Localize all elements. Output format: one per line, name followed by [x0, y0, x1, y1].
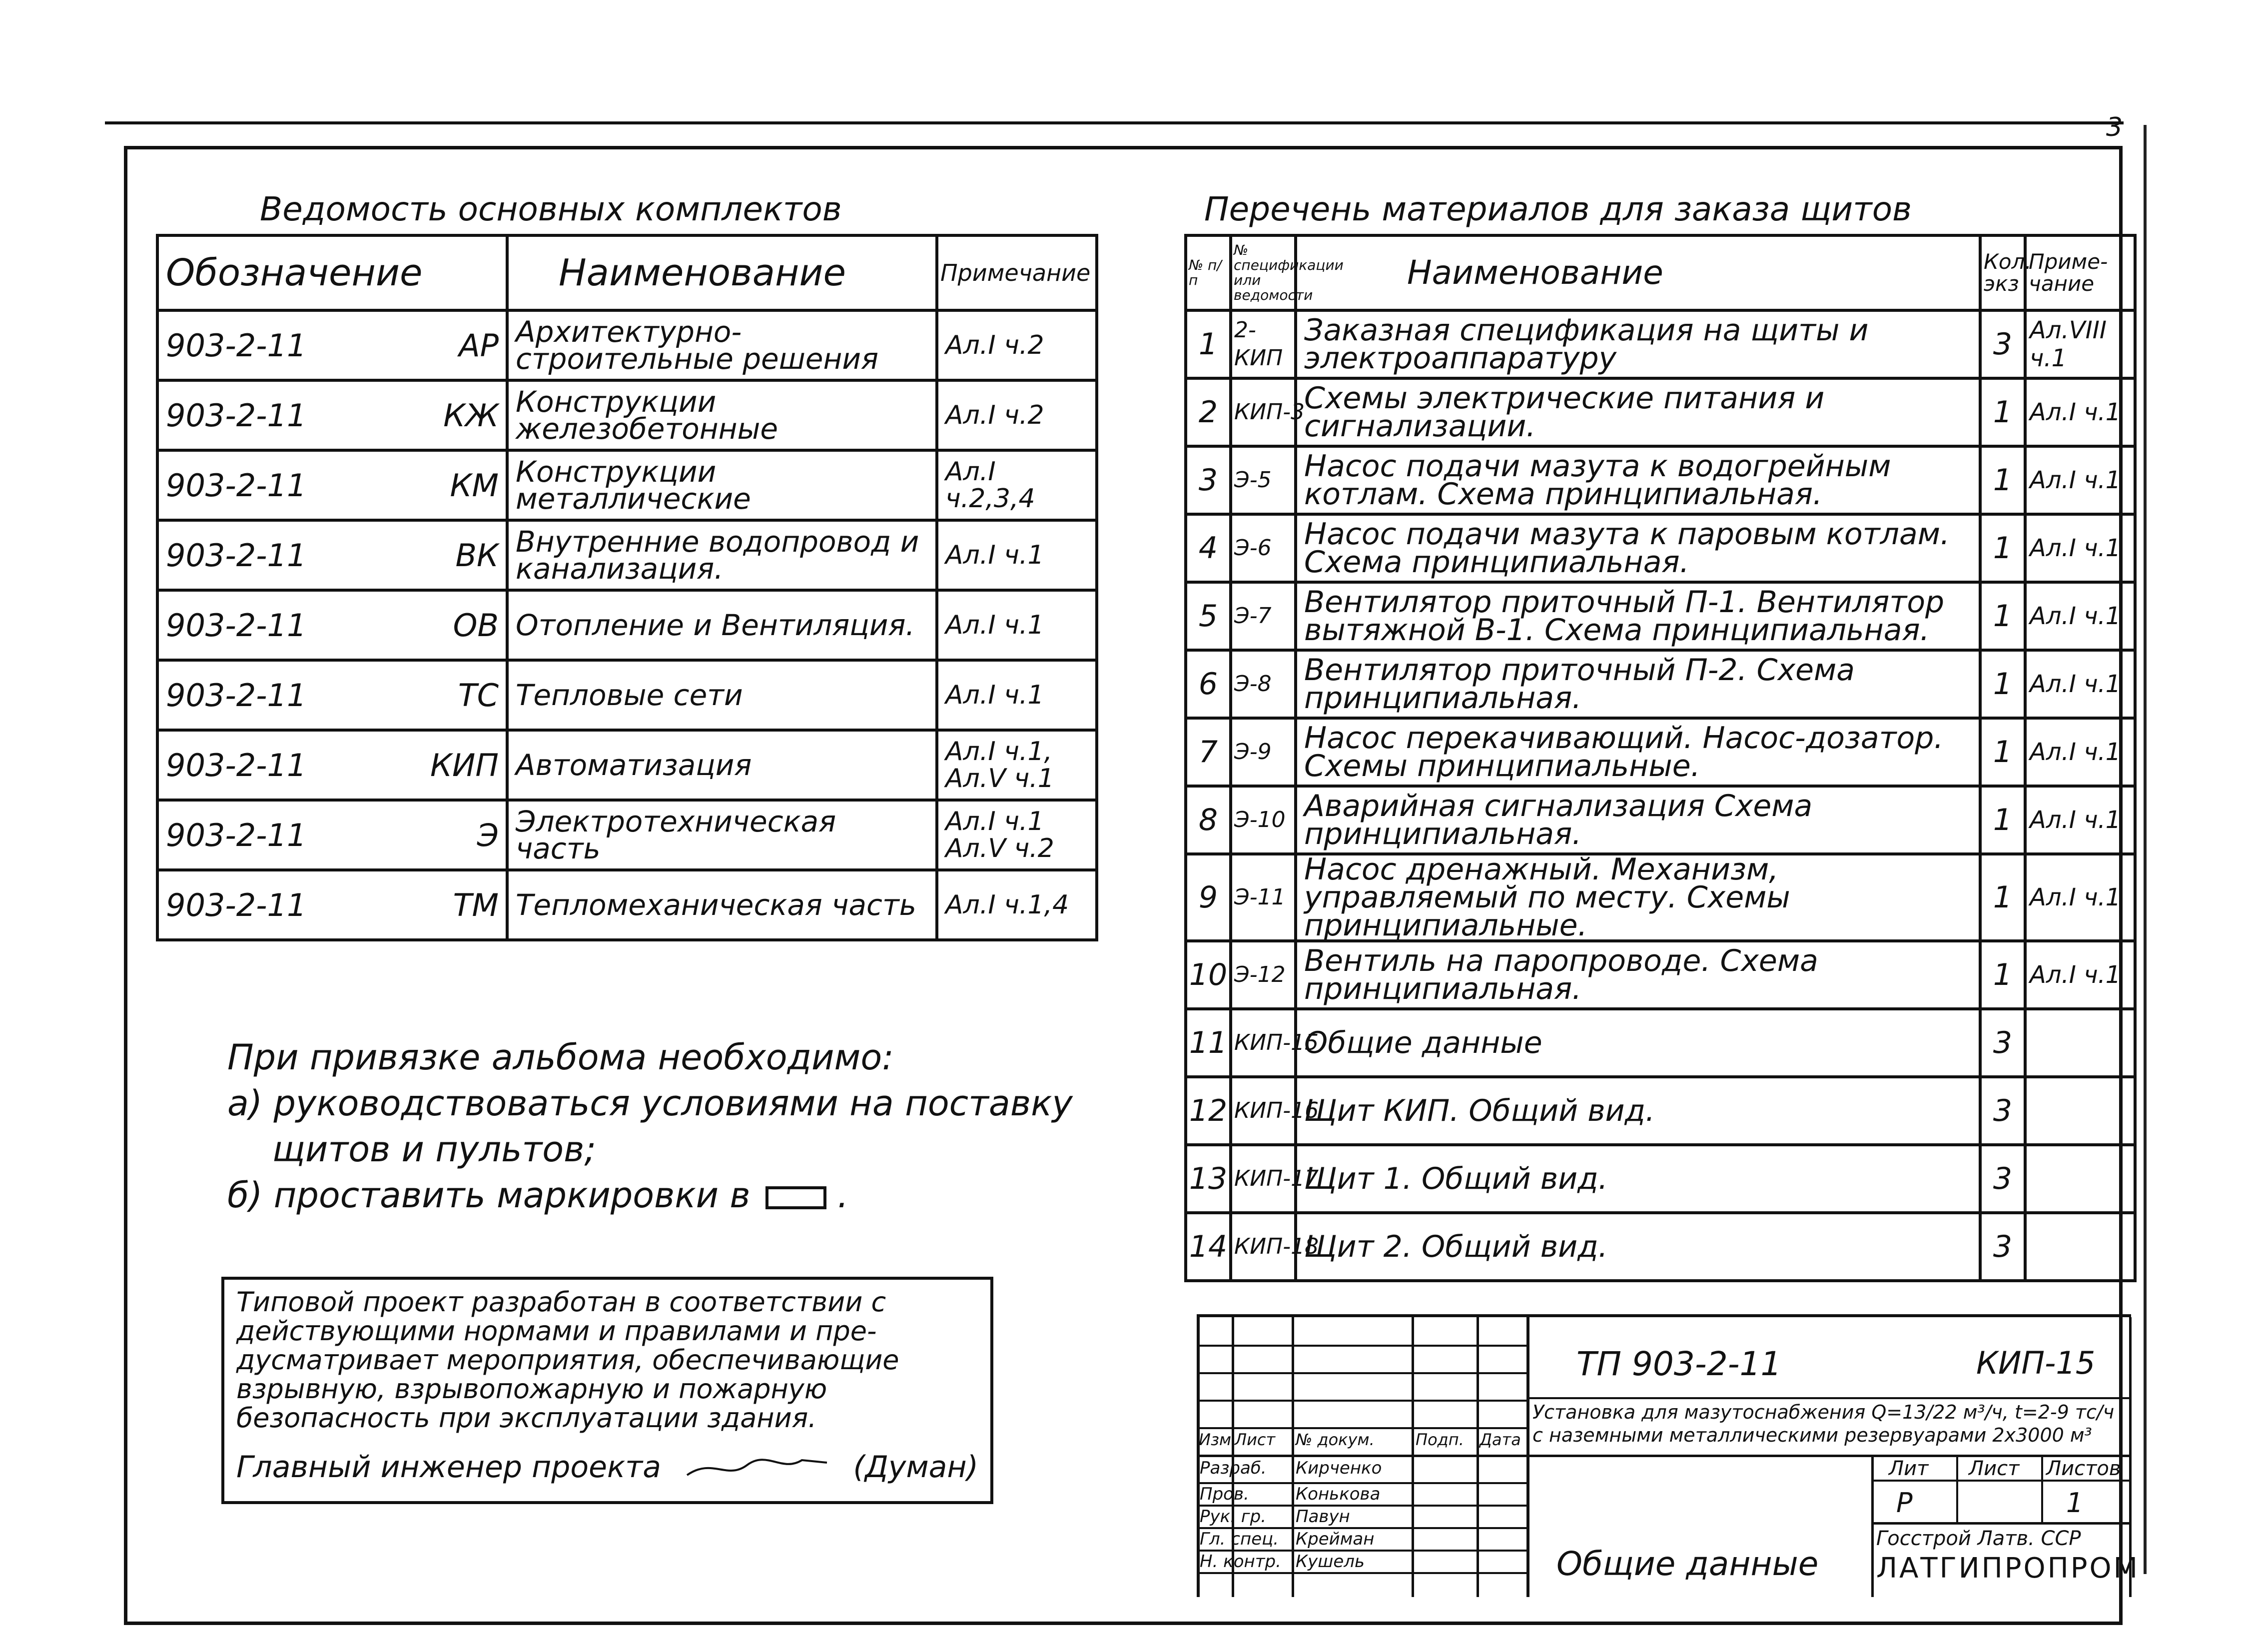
materials-header-name: Наименование: [1296, 235, 1980, 310]
material-num: 2: [1186, 378, 1231, 446]
material-num: 5: [1186, 582, 1231, 650]
page-number: 3: [2106, 112, 2123, 142]
material-qty: 1: [1980, 446, 2025, 514]
set-code: 903-2-11: [166, 467, 307, 504]
set-mark: КМ: [450, 467, 499, 504]
document-title: Общие данные: [1556, 1545, 1819, 1583]
material-num: 7: [1186, 718, 1231, 786]
material-note: Ал.I ч.1: [2025, 650, 2135, 718]
set-code: 903-2-11: [166, 537, 307, 574]
set-code: 903-2-11: [166, 327, 307, 364]
set-note: Ал.I ч.2,3,4: [937, 450, 1097, 520]
table-row: [1186, 514, 2135, 582]
col-header-date: Дата: [1480, 1430, 1521, 1449]
material-num: 11: [1186, 1009, 1231, 1077]
material-code: 2-КИП: [1231, 310, 1296, 378]
material-num: 1: [1186, 310, 1231, 378]
material-code: КИП-18: [1231, 1213, 1296, 1281]
col-header-sign: Подп.: [1416, 1430, 1464, 1449]
materials-header-spec: № спецификации или ведомости: [1231, 235, 1296, 310]
material-note: Ал.I ч.1: [2025, 786, 2135, 854]
set-note: Ал.I ч.1: [937, 590, 1097, 660]
material-name: Насос подачи мазута к паровым котлам. Схема принципиальная.: [1296, 514, 1980, 582]
sets-header-name: Наименование: [507, 235, 937, 310]
set-name: Тепловые сети: [507, 660, 937, 730]
organization-line-2: ЛАТГИПРОПРОМ: [1876, 1552, 2140, 1585]
table-row: [157, 800, 1097, 870]
stamp-signature-row: [236, 1450, 978, 1485]
binding-notes-line: При привязке альбома необходимо:: [227, 1037, 894, 1078]
material-name: Щит 2. Общий вид.: [1296, 1213, 1980, 1281]
material-code: Э-9: [1231, 718, 1296, 786]
signature-icon: [682, 1453, 832, 1483]
role-label: Разраб.: [1200, 1458, 1267, 1478]
table-row: [157, 730, 1097, 800]
material-name: Щит 1. Общий вид.: [1296, 1145, 1980, 1213]
set-mark: КИП: [430, 747, 499, 784]
material-note: Ал.VIII ч.1: [2025, 310, 2135, 378]
set-name: Тепломеханическая часть: [507, 870, 937, 940]
stamp-line: безопасность при эксплуатации здания.: [236, 1402, 817, 1434]
material-code: Э-10: [1231, 786, 1296, 854]
set-mark: ВК: [455, 537, 499, 574]
table-row: [1186, 786, 2135, 854]
material-qty: 1: [1980, 854, 2025, 941]
sets-header-row: [157, 235, 1097, 310]
stage-value: Р: [1896, 1487, 1913, 1519]
material-name: Схемы электрические питания и сигнализации.: [1296, 378, 1980, 446]
sheets-value: 1: [2066, 1487, 2084, 1519]
material-note: Ал.I ч.1: [2025, 378, 2135, 446]
set-note: Ал.I ч.1 Ал.V ч.2: [937, 800, 1097, 870]
project-code: ТП 903-2-11: [1576, 1345, 1782, 1383]
material-num: 14: [1186, 1213, 1231, 1281]
stage-header: Лит: [1889, 1457, 1929, 1480]
table-row: [1186, 854, 2135, 941]
table-row: [157, 870, 1097, 940]
sets-title: Ведомость основных комплектов: [260, 190, 842, 228]
material-qty: 1: [1980, 718, 2025, 786]
materials-header-num: № п/п: [1186, 235, 1231, 310]
material-note: Ал.I ч.1: [2025, 514, 2135, 582]
material-qty: 1: [1980, 650, 2025, 718]
set-note: Ал.I ч.2: [937, 310, 1097, 380]
material-qty: 1: [1980, 786, 2025, 854]
marking-box-icon: [765, 1186, 826, 1209]
set-name: Автоматизация: [507, 730, 937, 800]
material-note: Ал.I ч.1: [2025, 854, 2135, 941]
material-num: 8: [1186, 786, 1231, 854]
set-code: 903-2-11: [166, 747, 307, 784]
role-name: Кушель: [1296, 1552, 1365, 1572]
material-code: Э-6: [1231, 514, 1296, 582]
material-code: КИП-16: [1231, 1077, 1296, 1145]
material-code: КИП-15: [1231, 1009, 1296, 1077]
set-note: Ал.I ч.1: [937, 520, 1097, 590]
material-qty: 1: [1980, 514, 2025, 582]
set-code: 903-2-11: [166, 817, 307, 853]
set-code: 903-2-11: [166, 397, 307, 434]
set-name: Внутренние водопровод и канализация.: [507, 520, 937, 590]
material-name: Насос перекачивающий. Насос-дозатор. Схемы принципиальные.: [1296, 718, 1980, 786]
organization-line-1: Госстрой Латв. ССР: [1876, 1527, 2081, 1550]
right-rule: [2144, 125, 2147, 1574]
binding-notes: [227, 1034, 1073, 1218]
material-note: [2025, 1009, 2135, 1077]
sets-header-code: Обозначение: [157, 235, 507, 310]
materials-title: Перечень материалов для заказа щитов: [1204, 190, 1912, 228]
material-note: [2025, 1213, 2135, 1281]
title-block: [1197, 1314, 2140, 1597]
stamp-line: действующими нормами и правилами и пре-: [236, 1315, 877, 1347]
table-row: [157, 310, 1097, 380]
material-code: Э-5: [1231, 446, 1296, 514]
material-qty: 1: [1980, 378, 2025, 446]
col-header-sheet: Лист: [1235, 1430, 1276, 1449]
material-num: 13: [1186, 1145, 1231, 1213]
table-row: [157, 660, 1097, 730]
material-qty: 3: [1980, 310, 2025, 378]
material-note: [2025, 1077, 2135, 1145]
role-name: Крейман: [1296, 1529, 1375, 1549]
material-qty: 1: [1980, 582, 2025, 650]
material-note: Ал.I ч.1: [2025, 718, 2135, 786]
sheet-code: КИП-15: [1976, 1345, 2096, 1381]
material-note: Ал.I ч.1: [2025, 582, 2135, 650]
materials-header-note: Приме-чание: [2025, 235, 2135, 310]
material-name: Вентилятор приточный П-1. Вентилятор вытяжной В-1. Схема принципиальная.: [1296, 582, 1980, 650]
material-code: Э-8: [1231, 650, 1296, 718]
table-row: [1186, 582, 2135, 650]
set-mark: ТС: [458, 677, 499, 714]
role-name: Кирченко: [1296, 1458, 1382, 1478]
material-code: Э-7: [1231, 582, 1296, 650]
materials-table: [1184, 234, 2137, 1282]
material-qty: 3: [1980, 1009, 2025, 1077]
material-qty: 3: [1980, 1213, 2025, 1281]
subject-line-1: Установка для мазутоснабжения Q=13/22 м³/ч, t=2-9 тс/ч: [1532, 1401, 2115, 1423]
set-code: 903-2-11: [166, 607, 307, 644]
table-row: [1186, 941, 2135, 1009]
material-qty: 1: [1980, 941, 2025, 1009]
binding-notes-text: б) проставить маркировки в: [227, 1175, 750, 1216]
set-mark: ТМ: [453, 886, 499, 923]
signer-name: (Думан): [853, 1450, 978, 1485]
role-label: Н. контр.: [1200, 1552, 1281, 1572]
role-label: Гл. спец.: [1200, 1529, 1279, 1549]
table-row: [1186, 378, 2135, 446]
set-name: Конструкции железобетонные: [507, 380, 937, 450]
role-label: Пров.: [1200, 1484, 1249, 1504]
table-row: [157, 450, 1097, 520]
set-note: Ал.I ч.1,4: [937, 870, 1097, 940]
top-rule: [105, 121, 2124, 124]
table-row: [1186, 446, 2135, 514]
set-note: Ал.I ч.2: [937, 380, 1097, 450]
table-row: [157, 590, 1097, 660]
material-qty: 3: [1980, 1077, 2025, 1145]
sheet-header: Лист: [1969, 1457, 2020, 1480]
materials-header-qty: Кол. экз: [1980, 235, 2025, 310]
sheets-header: Листов: [2046, 1457, 2121, 1480]
binding-notes-line: б) проставить маркировки в .: [227, 1175, 849, 1216]
stamp-line: взрывную, взрывопожарную и пожарную: [236, 1373, 827, 1405]
material-note: Ал.I ч.1: [2025, 941, 2135, 1009]
table-row: [1186, 1009, 2135, 1077]
material-name: Щит КИП. Общий вид.: [1296, 1077, 1980, 1145]
material-note: Ал.I ч.1: [2025, 446, 2135, 514]
materials-header-row: [1186, 235, 2135, 310]
material-name: Вентиль на паропроводе. Схема принципиальная.: [1296, 941, 1980, 1009]
binding-notes-line: а) руководствоваться условиями на поставку: [227, 1083, 1073, 1124]
material-num: 6: [1186, 650, 1231, 718]
material-code: Э-12: [1231, 941, 1296, 1009]
set-note: Ал.I ч.1, Ал.V ч.1: [937, 730, 1097, 800]
table-row: [1186, 718, 2135, 786]
stamp-line: Типовой проект разработан в соответствии с: [236, 1286, 886, 1318]
table-row: [1186, 650, 2135, 718]
sets-table: [156, 234, 1098, 941]
stamp-line: дусматривает мероприятия, обеспечивающие: [236, 1344, 899, 1376]
role-name: Павун: [1296, 1507, 1350, 1527]
material-name: Аварийная сигнализация Схема принципиальная.: [1296, 786, 1980, 854]
table-row: [1186, 310, 2135, 378]
col-header-doc: № докум.: [1296, 1430, 1375, 1449]
table-row: [1186, 1213, 2135, 1281]
sets-header-note: Примечание: [937, 235, 1097, 310]
col-header-change: Изм.: [1199, 1430, 1237, 1449]
set-mark: АР: [459, 327, 499, 364]
set-mark: Э: [477, 817, 499, 853]
material-code: Э-11: [1231, 854, 1296, 941]
set-code: 903-2-11: [166, 677, 307, 714]
material-name: Общие данные: [1296, 1009, 1980, 1077]
material-num: 3: [1186, 446, 1231, 514]
signer-role: Главный инженер проекта: [236, 1450, 661, 1485]
set-name: Отопление и Вентиляция.: [507, 590, 937, 660]
table-row: [1186, 1145, 2135, 1213]
role-label: Рук. гр.: [1200, 1507, 1267, 1527]
subject-line-2: с наземными металлическими резервуарами 2х3000 м³: [1532, 1424, 2092, 1446]
set-name: Архитектурно-строительные решения: [507, 310, 937, 380]
material-num: 12: [1186, 1077, 1231, 1145]
set-name: Электротехническая часть: [507, 800, 937, 870]
set-name: Конструкции металлические: [507, 450, 937, 520]
material-num: 4: [1186, 514, 1231, 582]
binding-notes-line: щитов и пультов;: [272, 1129, 596, 1170]
material-code: КИП-17: [1231, 1145, 1296, 1213]
role-name: Конькова: [1296, 1484, 1381, 1504]
set-note: Ал.I ч.1: [937, 660, 1097, 730]
compliance-stamp: [221, 1277, 993, 1504]
material-code: КИП-3: [1231, 378, 1296, 446]
material-name: Насос дренажный. Механизм, управляемый по месту. Схемы принципиальные.: [1296, 854, 1980, 941]
material-name: Насос подачи мазута к водогрейным котлам. Схема принципиальная.: [1296, 446, 1980, 514]
set-mark: ОВ: [453, 607, 499, 644]
table-row: [1186, 1077, 2135, 1145]
material-note: [2025, 1145, 2135, 1213]
table-row: [157, 380, 1097, 450]
material-qty: 3: [1980, 1145, 2025, 1213]
material-num: 9: [1186, 854, 1231, 941]
material-name: Заказная спецификация на щиты и электроаппаратуру: [1296, 310, 1980, 378]
table-row: [157, 520, 1097, 590]
material-name: Вентилятор приточный П-2. Схема принципиальная.: [1296, 650, 1980, 718]
set-code: 903-2-11: [166, 886, 307, 923]
material-num: 10: [1186, 941, 1231, 1009]
set-mark: КЖ: [443, 397, 499, 434]
